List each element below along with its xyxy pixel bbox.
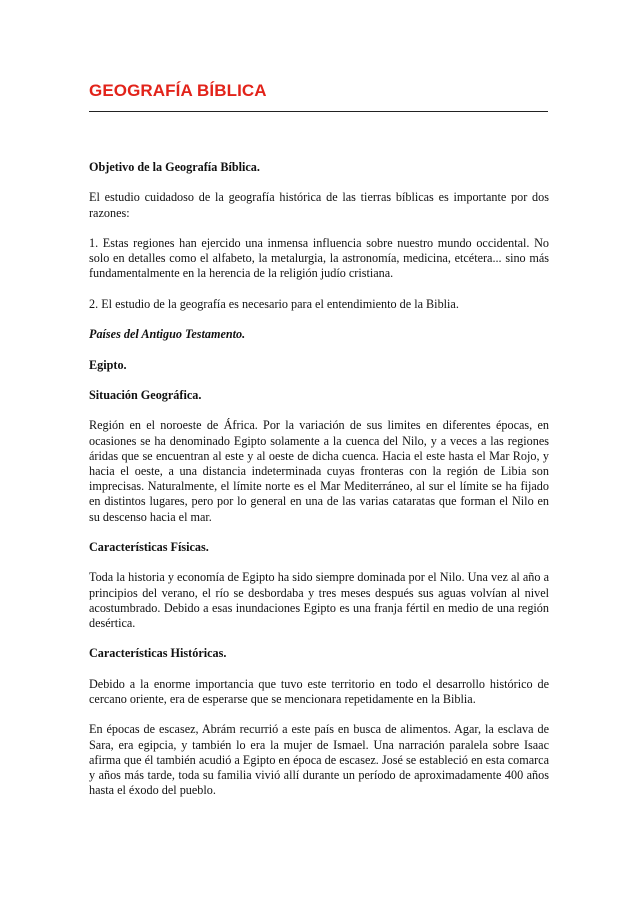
paragraph-situacion: Región en el noroeste de África. Por la variación de sus limites en diferentes épocas, en ocasiones se ha denominado Egipto solamente a la cuenca del Nilo, y a veces a las regiones áridas que se encuentran al este y al oeste de dicha cuenca. Hacia el este hasta el Mar Rojo, y hacia el oeste, a una distancia indeterminada cuyas fronteras con la región de Libia son imprecisas. Naturalmente, el límite norte es el Mar Mediterráneo, al sur el límite se ha fijado en distintos lugares, pero por lo general en una de las varias cataratas que forman el Nilo en su descenso hacia el mar. <box>89 418 549 524</box>
paragraph-reason-1: 1. Estas regiones han ejercido una inmensa influencia sobre nuestro mundo occidental. No solo en detalles como el alfabeto, la metalurgia, la astronomía, medicina, etcétera... sino más fundamentalmente en la herencia de la religión judío cristiana. <box>89 235 549 281</box>
section-heading-historicas: Características Históricas. <box>89 646 227 661</box>
section-heading-objetivo: Objetivo de la Geografía Bíblica. <box>89 160 260 174</box>
section-heading-situacion: Situación Geográfica. <box>89 387 202 402</box>
paragraph-intro: El estudio cuidadoso de la geografía histórica de las tierras bíblicas es importante por dos razones: <box>89 190 549 220</box>
paragraph-fisicas: Toda la historia y economía de Egipto ha sido siempre dominada por el Nilo. Una vez al año a principios del verano, el río se desbordaba y tres meses después sus aguas volvían al nivel acostumbrado. Debido a esas inundaciones Egipto es una franja fértil en medio de una región desértica. <box>89 570 549 630</box>
paragraph-historicas-1: Debido a la enorme importancia que tuvo este territorio en todo el desarrollo histórico de cercano oriente, era de esperarse que se mencionara repetidamente en la Biblia. <box>89 676 549 706</box>
document-title: GEOGRAFÍA BÍBLICA <box>89 81 267 100</box>
section-heading-fisicas: Características Físicas. <box>89 539 209 554</box>
paragraph-reason-2: 2. El estudio de la geografía es necesario para el entendimiento de la Biblia. <box>89 296 459 311</box>
paragraph-historicas-2: En épocas de escasez, Abrám recurrió a este país en busca de alimentos. Agar, la esclava de Sara, era egipcia, y también lo era la mujer de Ismael. Una narración paralela sobre Isaac afirma que él también acudió a Egipto en época de escasez. José se estableció en esta comarca y años más tarde, toda su familia vivió allí durante un período de aproximadamente 400 años hasta el éxodo del pueblo. <box>89 722 549 798</box>
document-content <box>89 160 549 814</box>
section-heading-paises: Países del Antiguo Testamento. <box>89 327 246 342</box>
section-heading-egipto: Egipto. <box>89 357 127 372</box>
title-divider <box>89 111 548 112</box>
